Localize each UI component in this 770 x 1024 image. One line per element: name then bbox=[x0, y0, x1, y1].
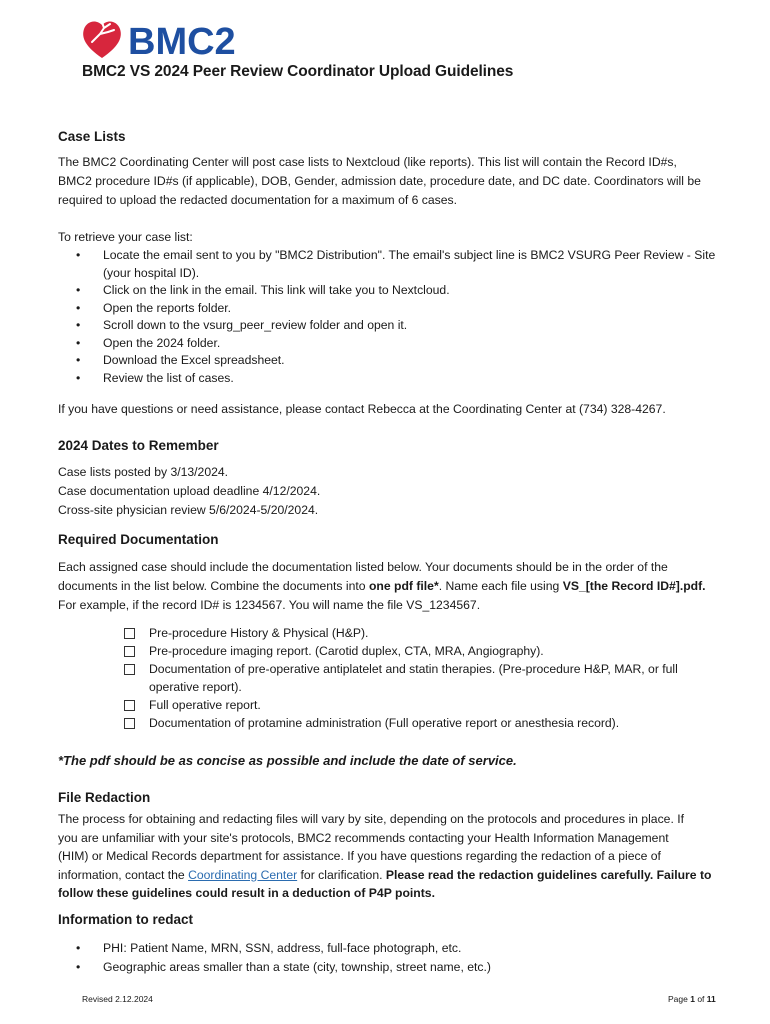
redact-info-list bbox=[58, 939, 738, 977]
date-line: Cross-site physician review 5/6/2024-5/20/2024. bbox=[58, 503, 319, 517]
list-item: • Geographic areas smaller than a state (city, township, street name, etc.) bbox=[58, 958, 738, 977]
logo-text: BMC2 bbox=[128, 21, 236, 62]
case-lists-intro bbox=[58, 153, 738, 210]
checklist-item: Pre-procedure History & Physical (H&P). bbox=[122, 624, 722, 642]
required-checklist bbox=[122, 624, 722, 732]
checklist-item: Documentation of protamine administration (Full operative report or anesthesia record). bbox=[122, 714, 722, 732]
required-heading: Required Documentation bbox=[58, 532, 219, 547]
list-item: • Click on the link in the email. This link will take you to Nextcloud. bbox=[58, 282, 738, 300]
redaction-text: The process for obtaining and redacting files will vary by site, depending on the protocols and procedures in place. If you are unfamiliar with your site's protocols, BMC2 recommends contacting your Health Information Management (HIM) or Medical Records department for assistance. If you have questions regarding the redaction of a piece of information, contact the Coordinating Center for clarification. Please read the redaction guidelines carefully. Failure to follow these guidelines could result in a deduction of P4P points. bbox=[58, 812, 712, 900]
checkbox-icon bbox=[124, 700, 135, 711]
case-lists-heading: Case Lists bbox=[58, 129, 126, 144]
required-line-2: documents in the list below. Combine the documents into one pdf file*. Name each file using VS_[the Record ID#].pdf. bbox=[58, 579, 706, 593]
list-item: • Locate the email sent to you by "BMC2 Distribution". The email's subject line is BMC2 VSURG Peer Review - Site (your hospital ID). bbox=[58, 247, 738, 282]
checkbox-icon bbox=[124, 664, 135, 675]
dates-heading: 2024 Dates to Remember bbox=[58, 438, 219, 453]
checklist-item: Documentation of pre-operative antiplatelet and statin therapies. (Pre-procedure H&P, MAR, or full operative report). bbox=[122, 660, 722, 696]
heart-logo-icon bbox=[83, 22, 121, 58]
checklist-item: Pre-procedure imaging report. (Carotid duplex, CTA, MRA, Angiography). bbox=[122, 642, 722, 660]
checkbox-icon bbox=[124, 628, 135, 639]
checkbox-icon bbox=[124, 718, 135, 729]
revised-date: Revised 2.12.2024 bbox=[82, 994, 153, 1004]
page-title: BMC2 VS 2024 Peer Review Coordinator Upload Guidelines bbox=[82, 63, 514, 80]
required-line-3: For example, if the record ID# is 1234567. You will name the file VS_1234567. bbox=[58, 598, 481, 612]
dates-list bbox=[58, 463, 738, 520]
redaction-heading: File Redaction bbox=[58, 790, 151, 805]
concise-note: *The pdf should be as concise as possible and include the date of service. bbox=[58, 753, 517, 768]
list-item: • Open the reports folder. bbox=[58, 300, 738, 318]
redact-info-heading: Information to redact bbox=[58, 912, 194, 927]
intro-line: The BMC2 Coordinating Center will post case lists to Nextcloud (like reports). This list will contain the Record ID#s, bbox=[58, 155, 677, 169]
date-line: Case documentation upload deadline 4/12/2024. bbox=[58, 484, 321, 498]
retrieve-steps bbox=[58, 247, 738, 387]
checkbox-icon bbox=[124, 646, 135, 657]
list-item: • Scroll down to the vsurg_peer_review folder and open it. bbox=[58, 317, 738, 335]
checklist-item: Full operative report. bbox=[122, 696, 722, 714]
required-intro bbox=[58, 558, 738, 615]
intro-line: BMC2 procedure ID#s (if applicable), DOB, Gender, admission date, procedure date, and DC date. Coordinators will be bbox=[58, 174, 701, 188]
date-line: Case lists posted by 3/13/2024. bbox=[58, 465, 229, 479]
contact-text: If you have questions or need assistance, please contact Rebecca at the Coordinating Center at (734) 328-4267. bbox=[58, 402, 666, 416]
filename-format: VS_[the Record ID#].pdf. bbox=[562, 579, 706, 593]
list-item: • PHI: Patient Name, MRN, SSN, address, full-face photograph, etc. bbox=[58, 939, 738, 958]
list-item: • Download the Excel spreadsheet. bbox=[58, 352, 738, 370]
coordinating-center-link[interactable]: Coordinating Center bbox=[188, 867, 298, 882]
retrieve-label: To retrieve your case list: bbox=[58, 230, 193, 244]
intro-line: required to upload the redacted documentation for a maximum of 6 cases. bbox=[58, 193, 458, 207]
required-line-1: Each assigned case should include the documentation listed below. Your documents should be in the order of the bbox=[58, 560, 668, 574]
page-indicator: Page 1 of 11 bbox=[668, 994, 716, 1004]
one-pdf-emphasis: one pdf file* bbox=[368, 579, 439, 593]
list-item: • Open the 2024 folder. bbox=[58, 335, 738, 353]
list-item: • Review the list of cases. bbox=[58, 370, 738, 388]
bmc2-logo bbox=[80, 14, 260, 62]
